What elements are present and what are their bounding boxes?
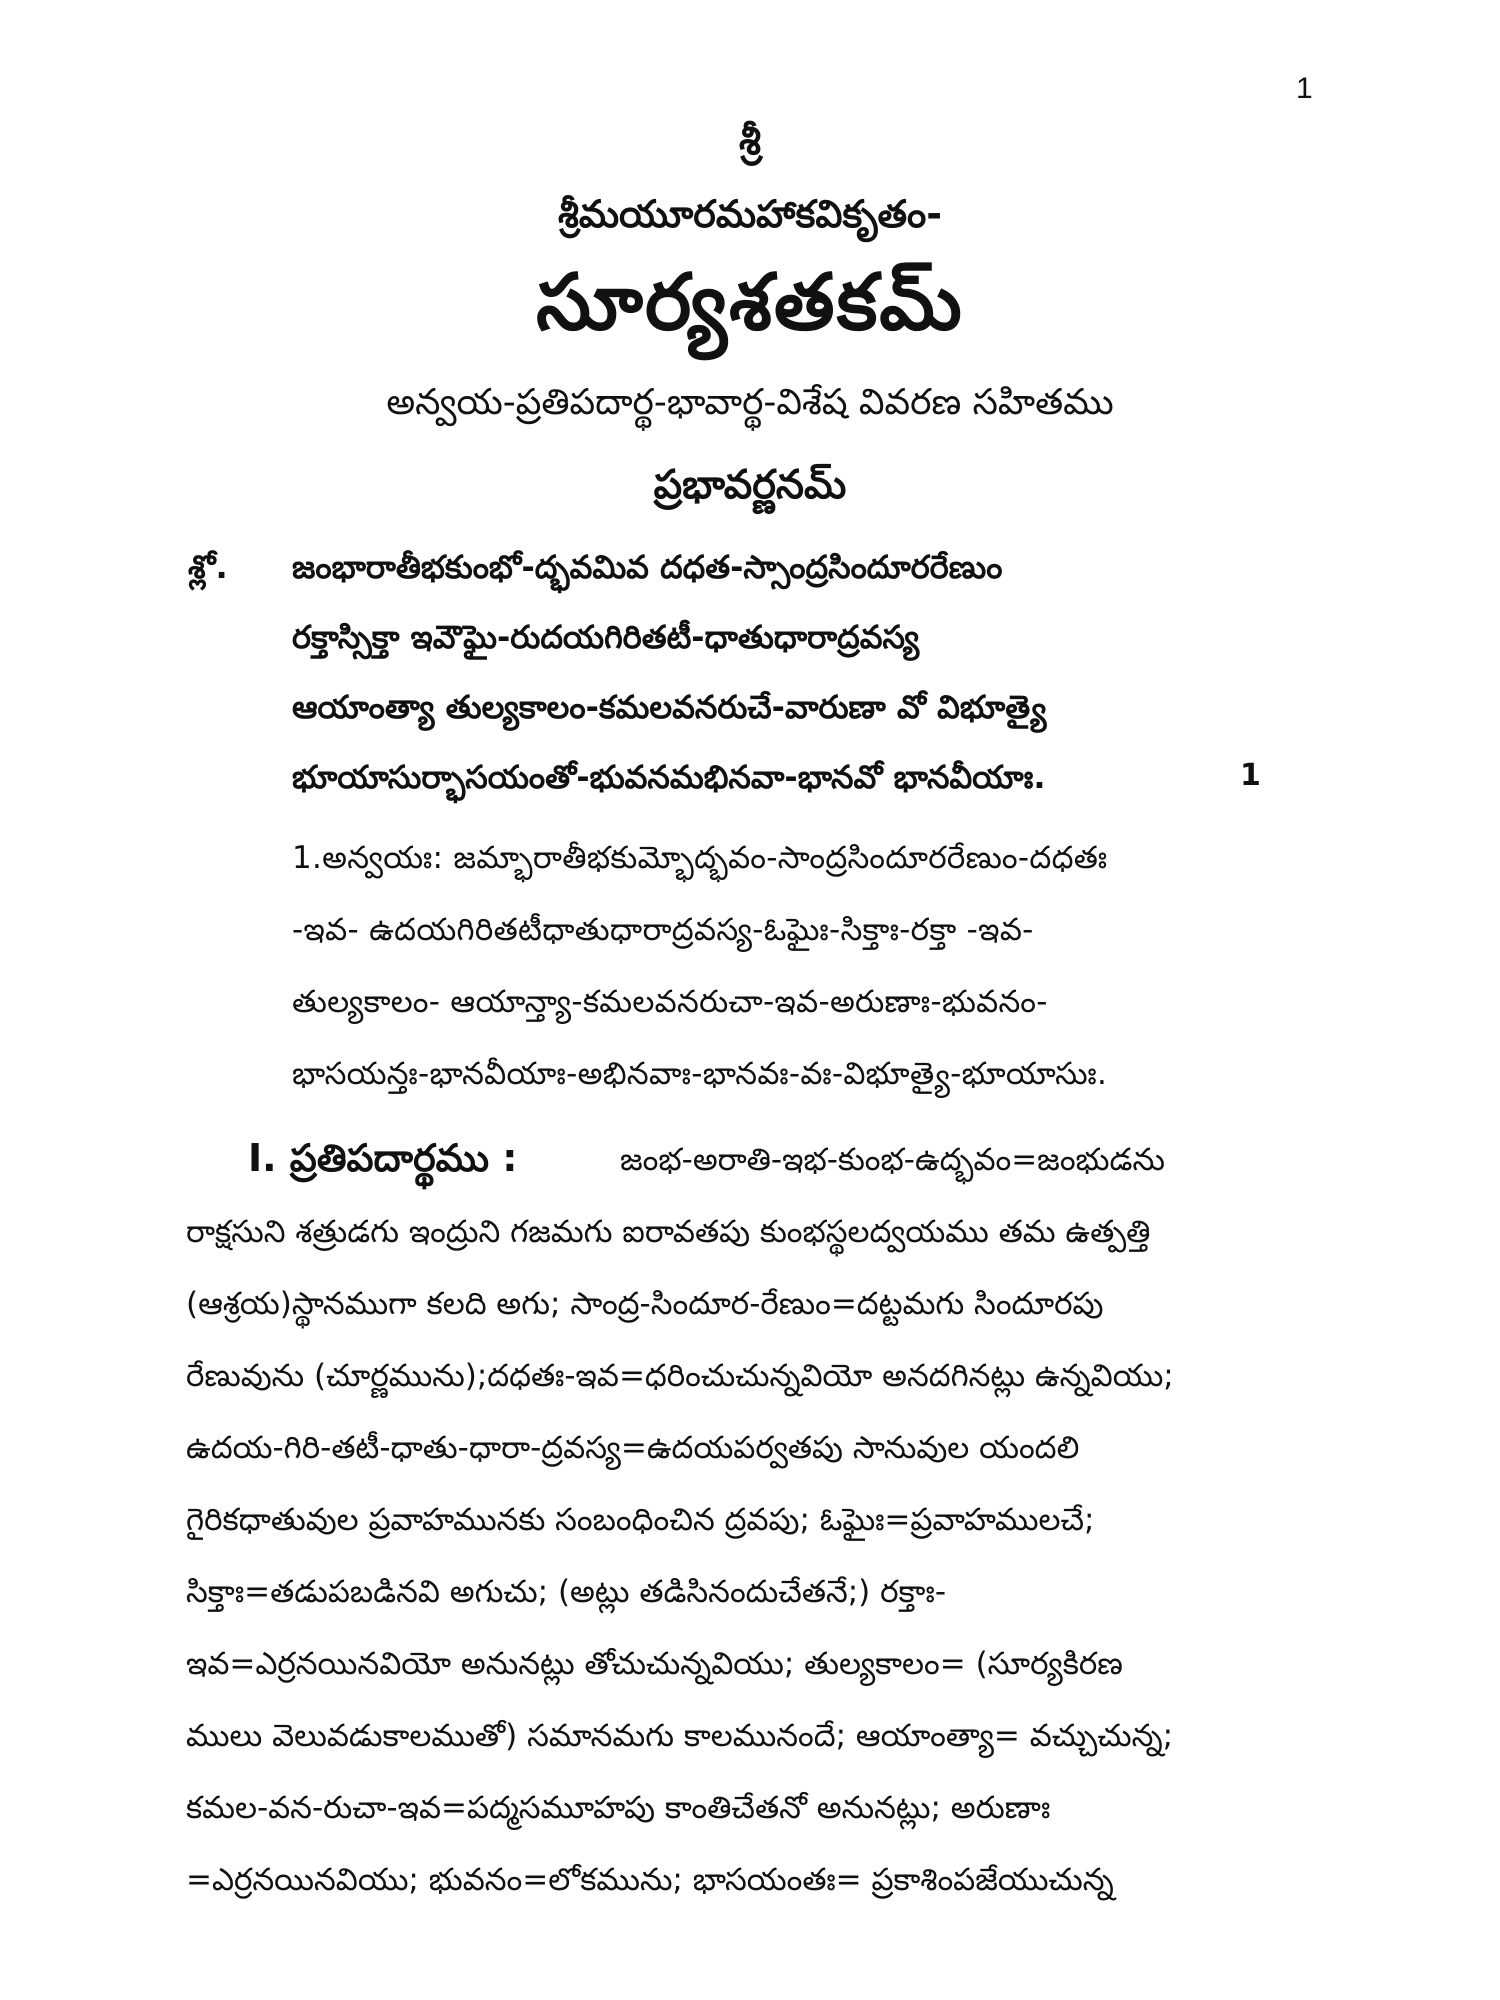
anvaya-line: భాసయన్తః-భానవీయాః-అభినవాః-భానవః-వః-విభూత్యై-భూయాసుః. (292, 1056, 1108, 1092)
paragraph-line: రేణువును (చూర్ణమును);దధతః-ఇవ=ధరించుచున్నవియో అనదగినట్లు ఉన్నవియు; (186, 1358, 1174, 1394)
shloka-line: భూయాసుర్భాసయంతో-భువనమభినవా-భానవో భానవీయాః. (292, 758, 1046, 796)
paragraph-line: సిక్తాః=తడుపబడినవి అగుచు; (అట్లు తడిసినందుచేతనే;) రక్తాః- (186, 1574, 947, 1610)
paragraph-line: ఇవ=ఎర్రనయినవియో అనునట్లు తోచుచున్నవియు; తుల్యకాలం= (సూర్యకిరణ (186, 1646, 1123, 1682)
paragraph-line: ఉదయ-గిరి-తటీ-ధాతు-ధారా-ద్రవస్య=ఉదయపర్వతపు సానువుల యందలి (186, 1430, 1080, 1466)
shloka-line: జంభారాతీభకుంభో-ద్భవమివ దధత-స్సాంద్రసిందూరరేణుం (292, 548, 1003, 586)
paragraph-line: కమల-వన-రుచా-ఇవ=పద్మసమూహపు కాంతిచేతనో అనునట్లు; అరుణాః (186, 1790, 1051, 1826)
shloka-label: శ్లో. (188, 548, 228, 586)
anvaya-line: తుల్యకాలం- ఆయాన్త్యా-కమలవనరుచా-ఇవ-అరుణాః-భువనం- (292, 984, 1048, 1020)
anvaya-line: -ఇవ- ఉదయగిరితటీధాతుధారాద్రవస్య-ఓఘైః-సిక్తాః-రక్తా -ఇవ- (292, 912, 1034, 948)
paragraph-line: ములు వెలువడుకాలముతో) సమానమగు కాలమునందే; ఆయాంత్యా= వచ్చుచున్న; (186, 1718, 1174, 1754)
page-number: 1 (1296, 72, 1313, 105)
page-title: సూర్యశతకమ్ (536, 258, 964, 348)
paragraph-line: =ఎర్రనయినవియు; భువనం=లోకమును; భాసయంతః= ప్రకాశింపజేయుచున్న (186, 1862, 1114, 1898)
shloka-number: 1 (1240, 758, 1261, 793)
shloka-line: ఆయాంత్యా తుల్యకాలం-కమలవనరుచే-వారుణా వో విభూత్యై (292, 688, 1047, 726)
paragraph-line: గైరికధాతువుల ప్రవాహమునకు సంబంధించిన ద్రవపు; ఓఘైః=ప్రవాహములచే; (186, 1502, 1095, 1538)
paragraph-line: రాక్షసుని శత్రుడగు ఇంద్రుని గజమగు ఐరావతపు కుంభస్థలద్వయము తమ ఉత్పత్తి (186, 1214, 1151, 1250)
shloka-line: రక్తాస్సిక్తా ఇవౌఘై-రుదయగిరితటీ-ధాతుధారాద్రవస్య (292, 618, 920, 656)
subtitle: అన్వయ-ప్రతిపదార్థ-భావార్థ-విశేష వివరణ సహితము (386, 382, 1114, 423)
author-line: శ్రీమయూరమహాకవికృతం- (557, 192, 943, 236)
paragraph-line: (ఆశ్రయ)స్థానముగా కలది అగు; సాంద్ర-సిందూర-రేణుం=దట్టమగు సిందూరపు (186, 1286, 1104, 1322)
anvaya-line: 1.అన్వయః: జమ్భారాతీభకుమ్భోద్భవం-సాంద్రసిందూరరేణుం-దధతః (292, 840, 1108, 876)
pratipadartha-heading: I. ప్రతిపదార్థము : (248, 1136, 518, 1180)
pratipadartha-first-line: జంభ-అరాతి-ఇభ-కుంభ-ఉద్భవం=జంభుడను (620, 1142, 1165, 1178)
sri-mark: శ్రీ (739, 118, 761, 164)
section-heading: ప్రభావర్ణనమ్ (653, 462, 847, 508)
